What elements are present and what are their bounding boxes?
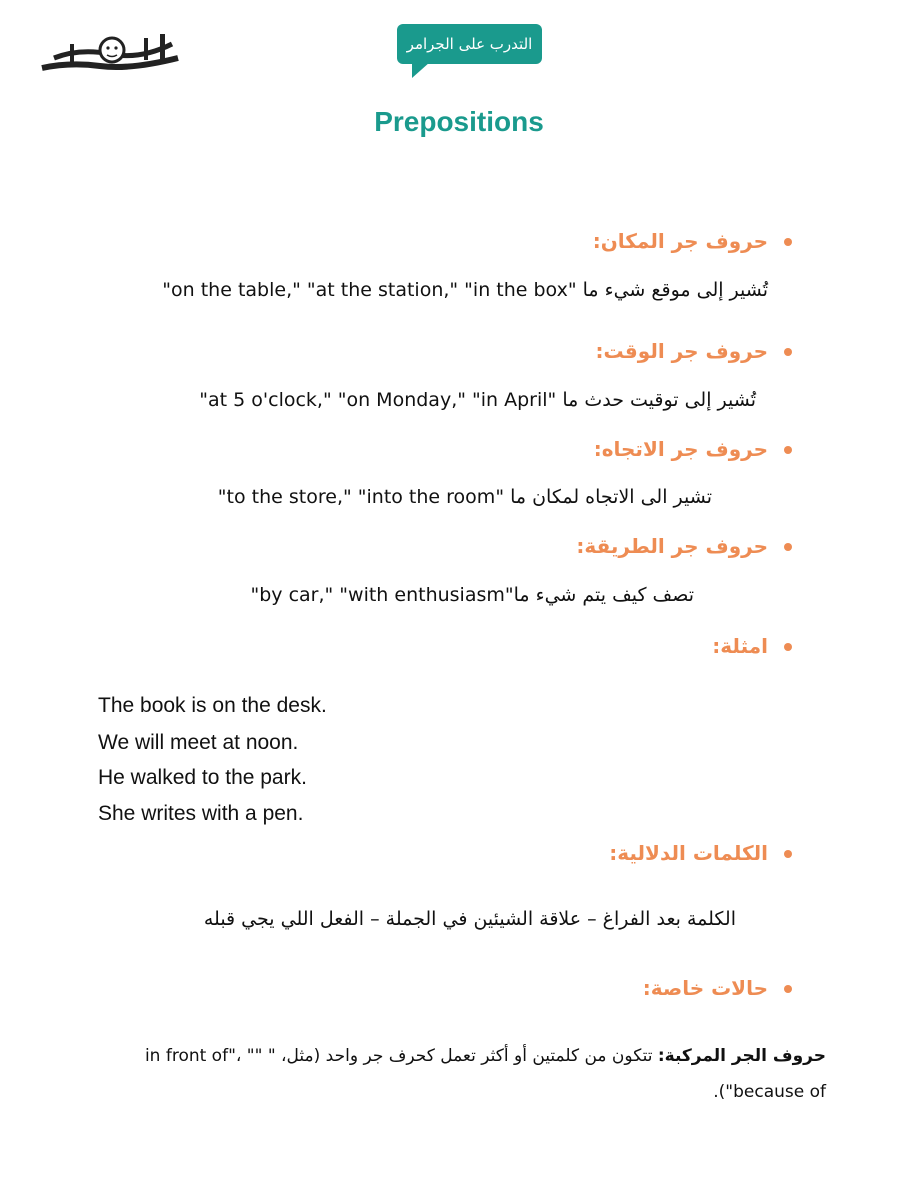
section-badge: التدرب على الجرامر (397, 24, 542, 64)
heading-manner: حروف جر الطريقة: (576, 534, 768, 558)
badge-tail (412, 62, 430, 78)
bullet-icon (784, 643, 792, 651)
example-sentence: The book is on the desk. (98, 694, 327, 717)
desc-keywords: الكلمة بعد الفراغ – علاقة الشيئين في الجملة – الفعل اللي يجي قبله (203, 908, 736, 930)
page-title: Prepositions (374, 106, 544, 137)
special-text: تتكون من كلمتين أو أكثر تعمل كحرف جر واحد (مثل، " in front of"، "" because of"). (144, 1046, 826, 1102)
bullet-icon (784, 238, 792, 246)
desc-time: تُشير إلى توقيت حدث ما "at 5 o'clock," "on Monday," "in April" (199, 389, 756, 411)
brand-logo (40, 28, 180, 82)
bullet-icon (784, 850, 792, 858)
heading-special: حالات خاصة: (642, 976, 768, 1000)
example-sentence: He walked to the park. (98, 766, 307, 789)
bullet-icon (784, 446, 792, 454)
special-label: حروف الجر المركبة: (657, 1046, 826, 1066)
desc-manner: تصف كيف يتم شيء ما"by car," "with enthusiasm" (250, 584, 694, 606)
heading-place: حروف جر المكان: (592, 229, 768, 253)
desc-direction: تشير الى الاتجاه لمكان ما "to the store," "into the room" (217, 486, 712, 508)
bullet-icon (784, 348, 792, 356)
heading-keywords: الكلمات الدلالية: (609, 841, 768, 865)
heading-direction: حروف جر الاتجاه: (593, 437, 768, 461)
bullet-icon (784, 543, 792, 551)
example-sentence: She writes with a pen. (98, 802, 304, 825)
special-paragraph (86, 1038, 826, 1110)
desc-place: تُشير إلى موقع شيء ما "on the table," "at the station," "in the box" (162, 279, 768, 301)
example-sentence: We will meet at noon. (98, 731, 299, 754)
bullet-icon (784, 985, 792, 993)
heading-examples: امثلة: (712, 634, 768, 658)
heading-time: حروف جر الوقت: (595, 339, 768, 363)
